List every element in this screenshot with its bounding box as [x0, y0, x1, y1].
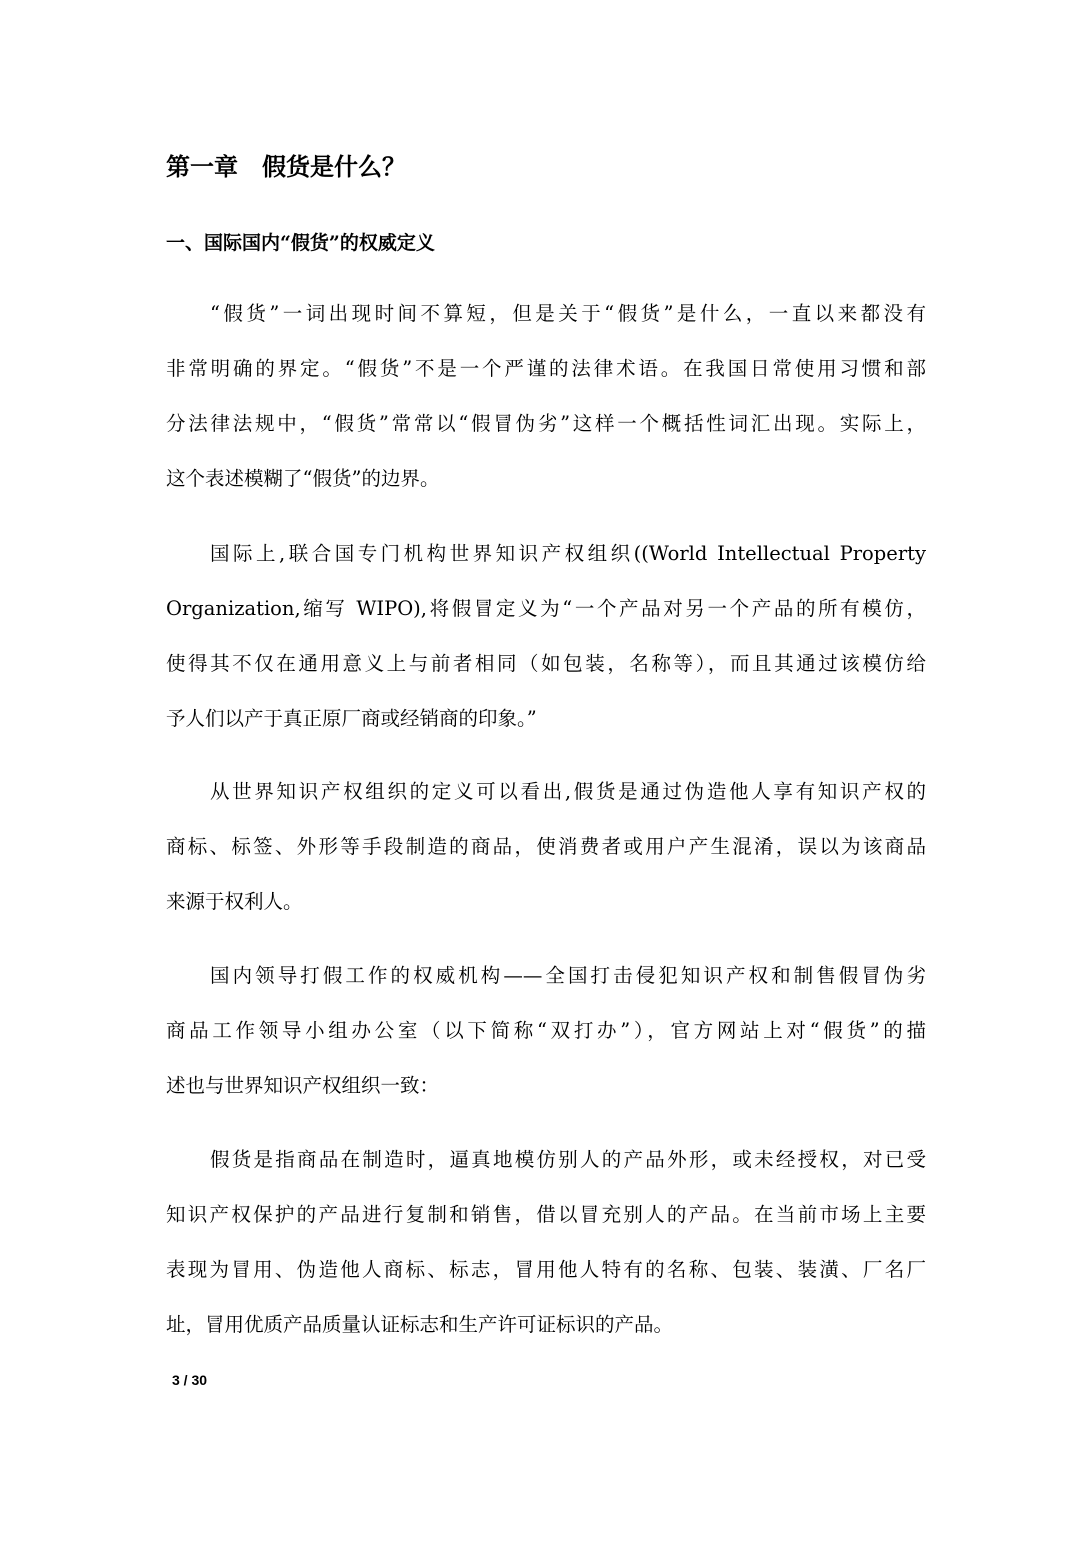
paragraph-line: 址，冒用优质产品质量认证标志和生产许可证标识的产品。	[166, 1313, 674, 1336]
paragraph-4	[166, 948, 926, 1113]
paragraph-line: 商品工作领导小组办公室（以下简称“双打办”），官方网站上对“假货”的描	[166, 1019, 926, 1042]
paragraph-5	[166, 1132, 926, 1352]
chapter-title: 第一章 假货是什么？	[166, 152, 406, 181]
paragraph-line: 述也与世界知识产权组织一致：	[166, 1074, 440, 1097]
paragraph-line: 国际上,联合国专门机构世界知识产权组织((World Intellectual Property	[210, 542, 926, 565]
paragraph-line: 知识产权保护的产品进行复制和销售，借以冒充别人的产品。在当前市场上主要	[166, 1203, 926, 1226]
paragraph-line: 非常明确的界定。“假货”不是一个严谨的法律术语。在我国日常使用习惯和部	[166, 357, 926, 380]
section-title: 一、国际国内“假货”的权威定义	[166, 232, 435, 254]
paragraph-line: Organization,缩写 WIPO),将假冒定义为“一个产品对另一个产品的所有模仿，	[166, 597, 926, 620]
paragraph-line: “假货”一词出现时间不算短，但是关于“假货”是什么，一直以来都没有	[210, 302, 926, 325]
paragraph-line: 分法律法规中，“假货”常常以“假冒伪劣”这样一个概括性词汇出现。实际上，	[166, 412, 926, 435]
paragraph-line: 从世界知识产权组织的定义可以看出,假货是通过伪造他人享有知识产权的	[210, 780, 926, 803]
paragraph-line: 予人们以产于真正原厂商或经销商的印象。”	[166, 707, 537, 730]
paragraph-line: 这个表述模糊了“假货”的边界。	[166, 467, 440, 490]
paragraph-line: 表现为冒用、伪造他人商标、标志，冒用他人特有的名称、包装、装潢、厂名厂	[166, 1258, 926, 1281]
paragraph-1	[166, 286, 926, 506]
paragraph-line: 来源于权利人。	[166, 890, 303, 913]
paragraph-line: 使得其不仅在通用意义上与前者相同（如包装，名称等），而且其通过该模仿给	[166, 652, 926, 675]
paragraph-2	[166, 526, 926, 746]
paragraph-line: 假货是指商品在制造时，逼真地模仿别人的产品外形，或未经授权，对已受	[210, 1148, 926, 1171]
paragraph-line: 国内领导打假工作的权威机构——全国打击侵犯知识产权和制售假冒伪劣	[210, 964, 926, 987]
paragraph-3	[166, 764, 926, 929]
paragraph-line: 商标、标签、外形等手段制造的商品，使消费者或用户产生混淆，误以为该商品	[166, 835, 926, 858]
page-number: 3 / 30	[172, 1372, 208, 1388]
